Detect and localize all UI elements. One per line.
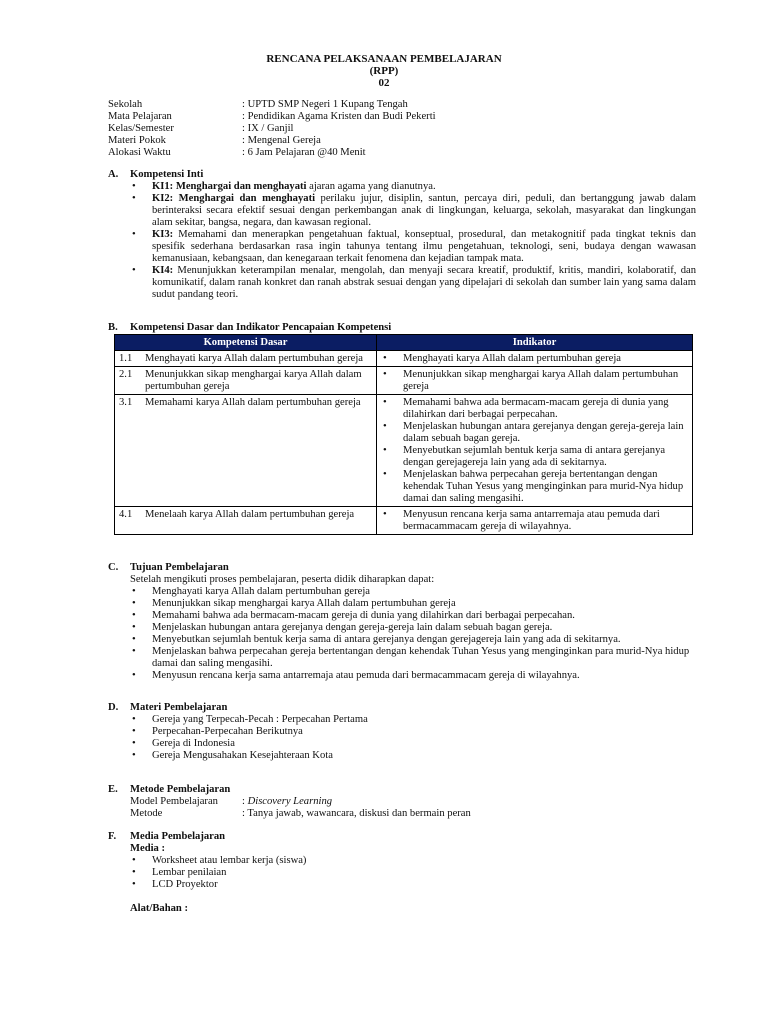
tujuan-item: • Menyebutkan sejumlah bentuk kerja sama di antara gerejanya dengan gerejagereja lain yang ada di sekitarnya. bbox=[130, 634, 696, 646]
ki-label: KI1: Menghargai dan menghayati bbox=[152, 181, 307, 192]
identity-row-kelas bbox=[108, 123, 294, 135]
section-f-heading bbox=[108, 831, 225, 843]
identity-key: Mata Pelajaran bbox=[108, 111, 172, 122]
ki-text: ajaran agama yang dianutnya. bbox=[306, 181, 436, 192]
ki-text: Memahami dan menerapkan pengetahuan faktual, konseptual, prosedural, dan metakognitif pada tingkat teknis dan spesifik sederhana berdasarkan rasa ingin tahunya tentang ilmu pengetahuan, teknologi, seni, budaya dengan wawasan kemanusiaan, kebangsaan, dan kenegaraan terkait fenomena dan kejadian tampak mata. bbox=[152, 229, 696, 264]
media-label: Media : bbox=[130, 843, 166, 854]
kd-indikator-table bbox=[114, 334, 693, 535]
section-title: Tujuan Pembelajaran bbox=[130, 562, 229, 573]
indikator-item: • Menjelaskan hubungan antara gerejanya dengan gereja-gereja lain dalam sebuah bagan gereja. bbox=[381, 421, 688, 445]
table-row bbox=[115, 367, 693, 395]
identity-value: : Mengenal Gereja bbox=[242, 135, 321, 146]
tujuan-list bbox=[130, 586, 696, 682]
metode-row bbox=[130, 808, 471, 820]
tujuan-item: • Menunjukkan sikap menghargai karya Allah dalam pertumbuhan gereja bbox=[130, 598, 696, 610]
model-value: Discovery Learning bbox=[247, 796, 333, 807]
table-row bbox=[115, 351, 693, 367]
model-pembelajaran-row bbox=[130, 796, 332, 808]
section-c-heading bbox=[108, 562, 229, 574]
section-number: A. bbox=[108, 169, 119, 180]
kd-number: 4.1 bbox=[119, 509, 133, 520]
identity-key: Alokasi Waktu bbox=[108, 147, 171, 158]
materi-item: • Gereja di Indonesia bbox=[130, 738, 696, 750]
identity-row-materi bbox=[108, 135, 321, 147]
materi-item: • Gereja Mengusahakan Kesejahteraan Kota bbox=[130, 750, 696, 762]
identity-row-sekolah bbox=[108, 99, 408, 111]
table-row bbox=[115, 507, 693, 535]
alat-bahan-label: Alat/Bahan : bbox=[130, 903, 188, 914]
section-number: F. bbox=[108, 831, 117, 842]
kd-text: Menelaah karya Allah dalam pertumbuhan gereja bbox=[145, 509, 355, 520]
section-number: E. bbox=[108, 784, 118, 795]
kd-number: 2.1 bbox=[119, 369, 133, 380]
ki-item bbox=[130, 193, 696, 229]
identity-value: : 6 Jam Pelajaran @40 Menit bbox=[242, 147, 366, 158]
ki-label: KI2: Menghargai dan menghayati bbox=[152, 193, 316, 204]
identity-key: Sekolah bbox=[108, 99, 143, 110]
kd-number: 1.1 bbox=[119, 353, 133, 364]
kd-text: Menghayati karya Allah dalam pertumbuhan gereja bbox=[145, 353, 363, 364]
section-e-heading bbox=[108, 784, 230, 796]
indikator-item: • Memahami bahwa ada bermacam-macam gereja di dunia yang dilahirkan dari berbagai perpecahan. bbox=[381, 397, 688, 421]
indikator-cell bbox=[377, 367, 693, 395]
tujuan-item: • Menjelaskan hubungan antara gerejanya dengan gereja-gereja lain dalam sebuah bagan gereja. bbox=[130, 622, 696, 634]
section-b-heading bbox=[108, 322, 391, 334]
metode-key: Metode bbox=[130, 808, 163, 819]
indikator-item: • Menghayati karya Allah dalam pertumbuhan gereja bbox=[381, 353, 688, 365]
kd-text: Memahami karya Allah dalam pertumbuhan gereja bbox=[145, 397, 361, 408]
tujuan-item: • Memahami bahwa ada bermacam-macam gereja di dunia yang dilahirkan dari berbagai perpecahan. bbox=[130, 610, 696, 622]
media-item: • LCD Proyektor bbox=[130, 879, 696, 891]
indikator-item: • Menyusun rencana kerja sama antarremaja atau pemuda dari bermacammacam gereja di wilayahnya. bbox=[381, 509, 688, 533]
identity-value: : IX / Ganjil bbox=[242, 123, 294, 134]
tujuan-intro: Setelah mengikuti proses pembelajaran, peserta didik diharapkan dapat: bbox=[130, 574, 435, 585]
kd-cell bbox=[115, 395, 377, 507]
doc-subtitle-rpp: (RPP) bbox=[369, 65, 399, 77]
ki-text: Menunjukkan keterampilan menalar, mengolah, dan menyaji secara kreatif, produktif, kritis, mandiri, kolaboratif, dan komunikatif, dalam ranah konkret dan ranah abstrak sesuai dengan yang dipelajari di sekolah dan sumber lain yang sama dalam sudut pandang teori. bbox=[152, 265, 696, 300]
metode-value: : Tanya jawab, wawancara, diskusi dan bermain peran bbox=[242, 808, 471, 819]
section-title: Kompetensi Dasar dan Indikator Pencapaian Kompetensi bbox=[130, 322, 392, 333]
materi-item: • Perpecahan-Perpecahan Berikutnya bbox=[130, 726, 696, 738]
ki-text: perilaku jujur, disiplin, santun, percaya diri, peduli, dan bertanggung jawab dalam berinteraksi secara efektif sesuai dengan perkembangan anak di lingkungan, keluarga, sekolah, masyarakat dan lingkungan alam sekitar, bangsa, negara, dan kawasan regional. bbox=[152, 193, 697, 228]
materi-list bbox=[130, 714, 696, 762]
indikator-item: • Menyebutkan sejumlah bentuk kerja sama di antara gerejanya dengan gerejagereja lain yang ada di sekitarnya. bbox=[381, 445, 688, 469]
section-number: B. bbox=[108, 322, 118, 333]
kompetensi-inti-list bbox=[130, 181, 696, 301]
section-title: Materi Pembelajaran bbox=[130, 702, 228, 713]
ki-item bbox=[130, 265, 696, 301]
section-title: Metode Pembelajaran bbox=[130, 784, 231, 795]
identity-key: Kelas/Semester bbox=[108, 123, 174, 134]
section-d-heading bbox=[108, 702, 227, 714]
identity-key: Materi Pokok bbox=[108, 135, 166, 146]
tujuan-item: • Menghayati karya Allah dalam pertumbuhan gereja bbox=[130, 586, 696, 598]
doc-title: RENCANA PELAKSANAAN PEMBELAJARAN bbox=[266, 53, 502, 65]
model-colon: : bbox=[242, 796, 248, 807]
indikator-cell bbox=[377, 395, 693, 507]
kd-number: 3.1 bbox=[119, 397, 133, 408]
kd-cell bbox=[115, 507, 377, 535]
ki-label: KI3: bbox=[152, 229, 174, 240]
media-list bbox=[130, 855, 696, 891]
ki-item bbox=[130, 181, 696, 193]
identity-value: : UPTD SMP Negeri 1 Kupang Tengah bbox=[242, 99, 408, 110]
tujuan-item: • Menyusun rencana kerja sama antarremaja atau pemuda dari bermacammacam gereja di wilayahnya. bbox=[130, 670, 696, 682]
kd-cell bbox=[115, 367, 377, 395]
ki-label: KI4: bbox=[152, 265, 174, 276]
section-title: Media Pembelajaran bbox=[130, 831, 226, 842]
ki-item bbox=[130, 229, 696, 265]
media-item: • Lembar penilaian bbox=[130, 867, 696, 879]
indikator-cell bbox=[377, 351, 693, 367]
table-row bbox=[115, 395, 693, 507]
model-key: Model Pembelajaran bbox=[130, 796, 218, 807]
col-header-indikator: Indikator bbox=[377, 335, 693, 351]
section-number: C. bbox=[108, 562, 119, 573]
section-a-heading bbox=[108, 169, 203, 181]
identity-row-mapel bbox=[108, 111, 436, 123]
identity-value: : Pendidikan Agama Kristen dan Budi Pekerti bbox=[242, 111, 436, 122]
section-title: Kompetensi Inti bbox=[130, 169, 204, 180]
col-header-kd: Kompetensi Dasar bbox=[115, 335, 377, 351]
identity-row-alokasi bbox=[108, 147, 366, 159]
indikator-item: • Menjelaskan bahwa perpecahan gereja bertentangan dengan kehendak Tuhan Yesus yang menginginkan para murid-Nya hidup damai dan saling mengasihi. bbox=[381, 469, 688, 505]
section-number: D. bbox=[108, 702, 119, 713]
table-header-row bbox=[115, 335, 693, 351]
materi-item: • Gereja yang Terpecah-Pecah : Perpecahan Pertama bbox=[130, 714, 696, 726]
kd-text: Menunjukkan sikap menghargai karya Allah dalam pertumbuhan gereja bbox=[145, 369, 362, 392]
tujuan-item: • Menjelaskan bahwa perpecahan gereja bertentangan dengan kehendak Tuhan Yesus yang menginginkan para murid-Nya hidup damai dan saling mengasihi. bbox=[130, 646, 696, 670]
indikator-cell bbox=[377, 507, 693, 535]
kd-cell bbox=[115, 351, 377, 367]
media-item: • Worksheet atau lembar kerja (siswa) bbox=[130, 855, 696, 867]
doc-number: 02 bbox=[378, 77, 390, 89]
indikator-item: • Menunjukkan sikap menghargai karya Allah dalam pertumbuhan gereja bbox=[381, 369, 688, 393]
